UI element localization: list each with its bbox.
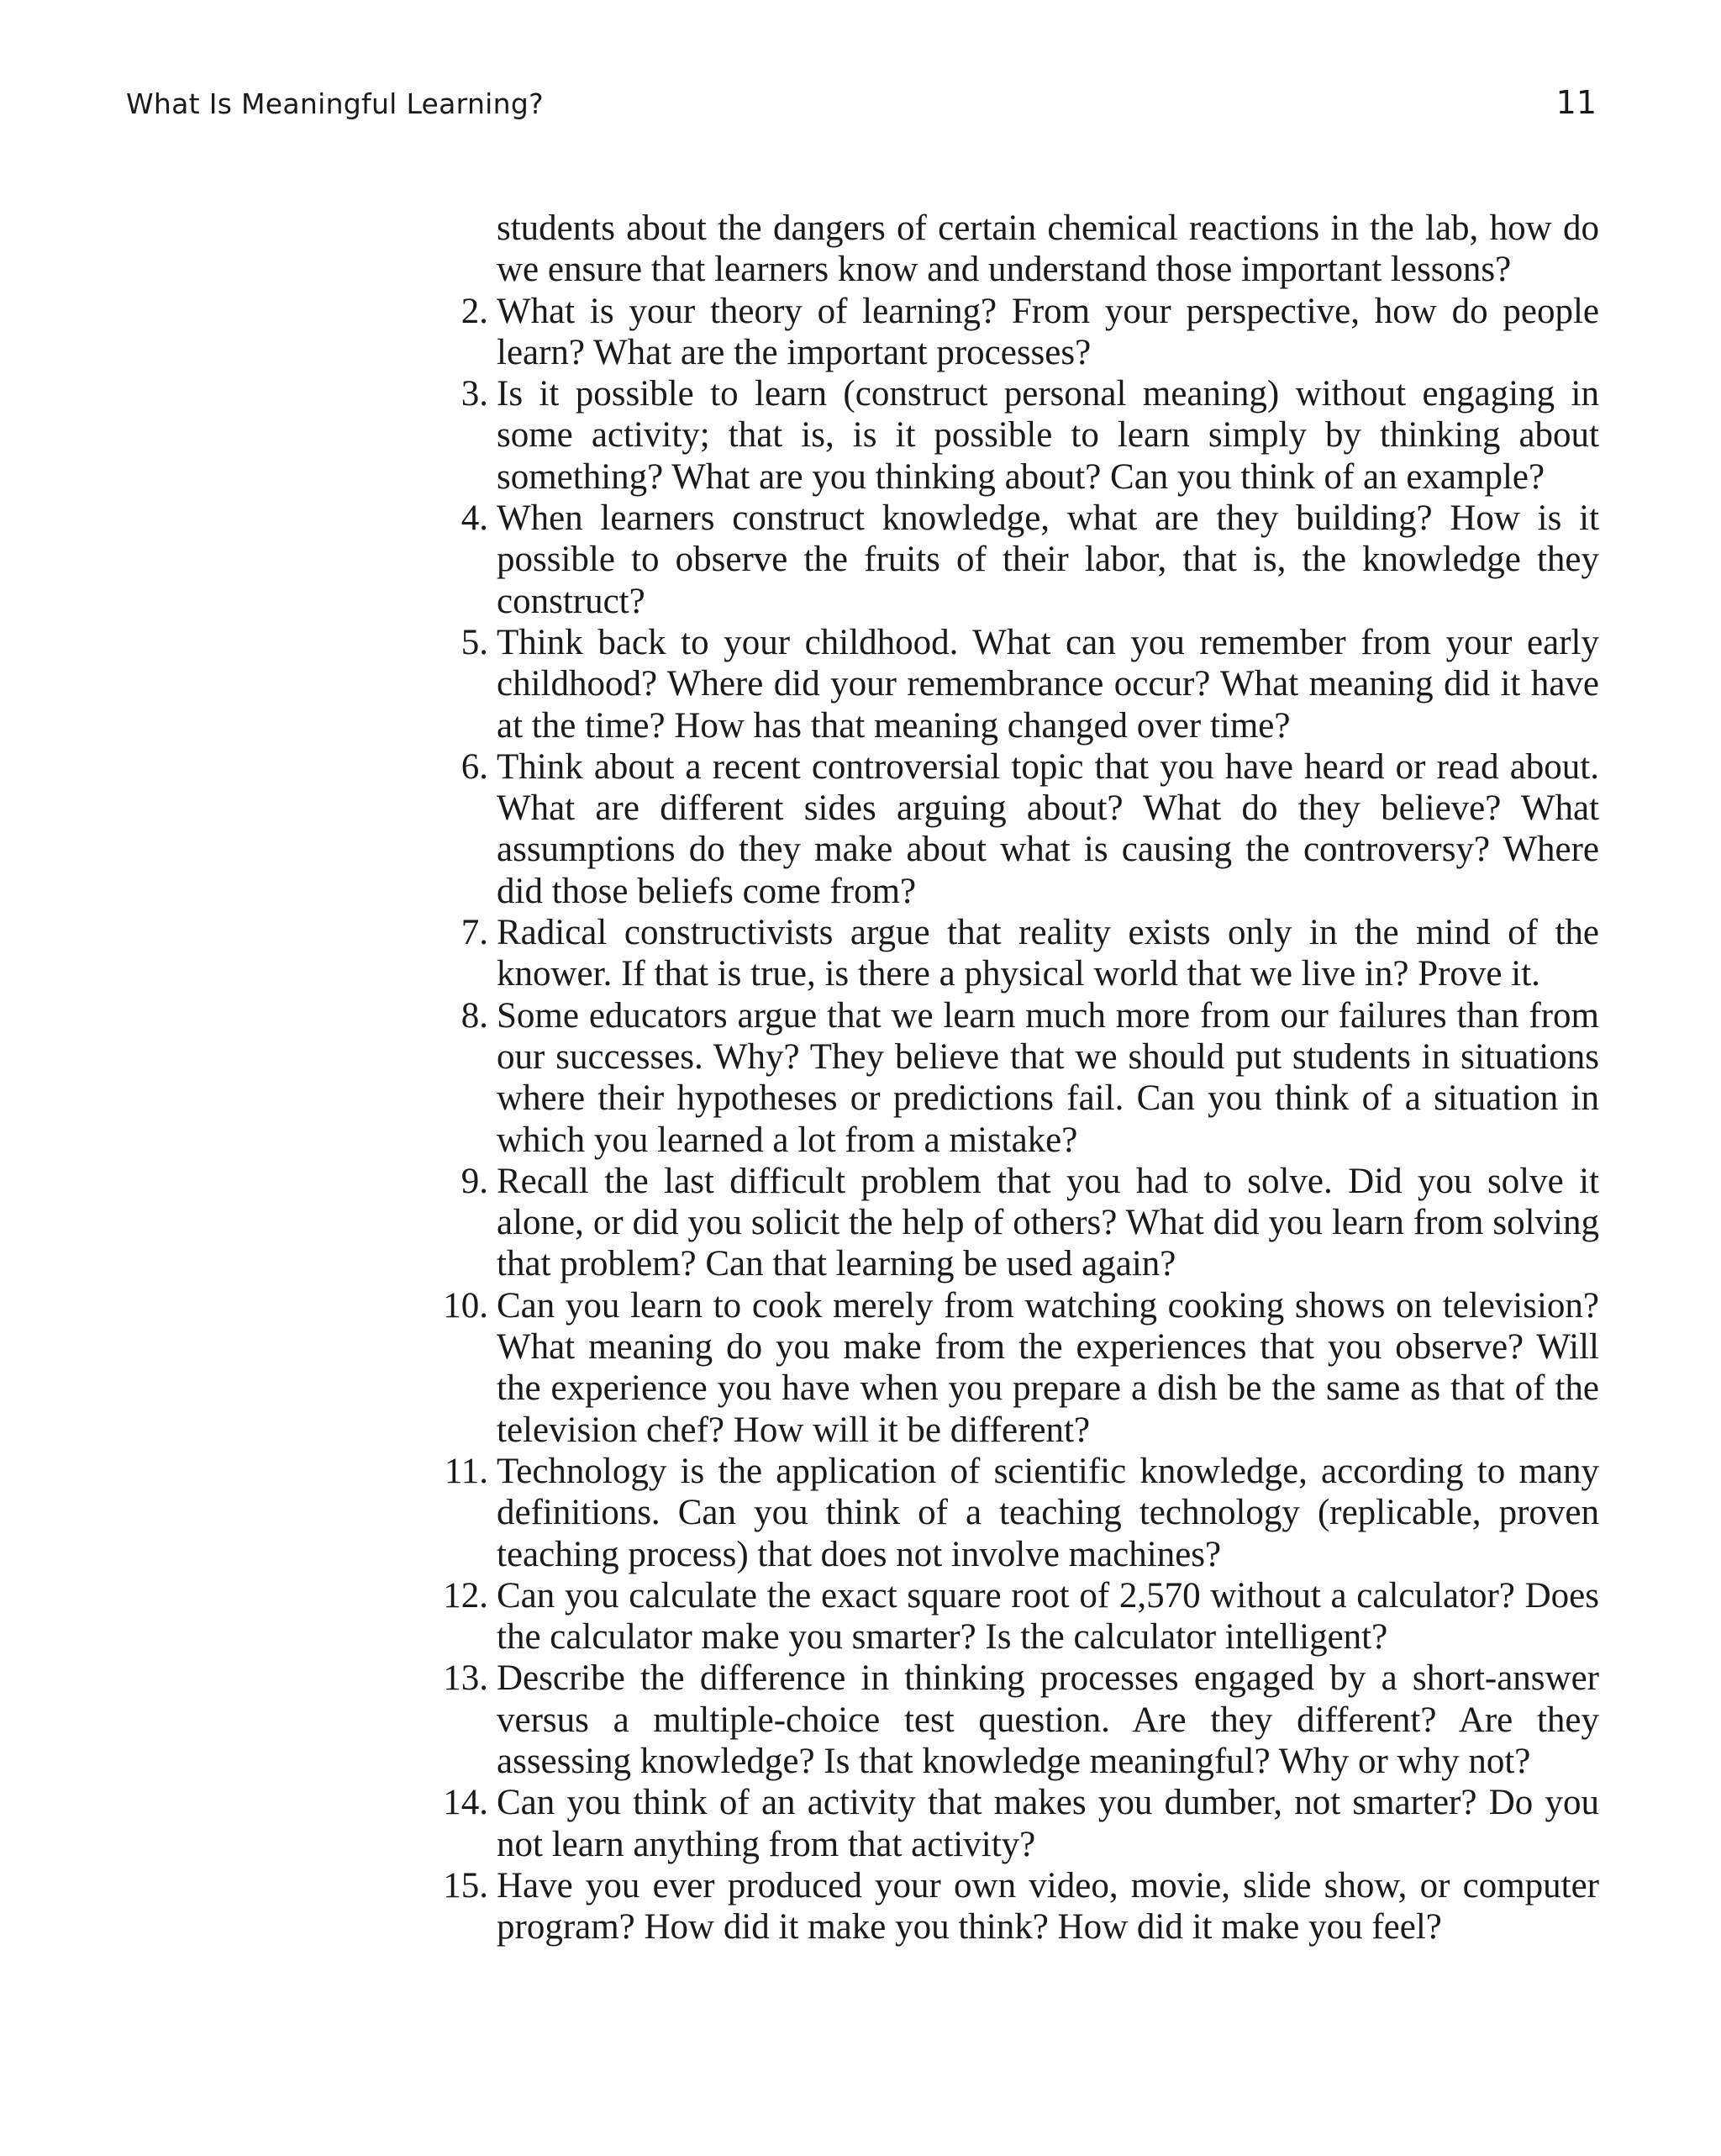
question-number: 14. [443, 1783, 488, 1823]
question-number: 15. [443, 1865, 488, 1906]
question-number: 8. [461, 995, 488, 1036]
question-text: Have you ever produced your own video, movie, slide show, or computer program? How did it make you think? How did it make you feel? [497, 1865, 1599, 1948]
question-text: What is your theory of learning? From your perspective, how do people learn? What are the important processes? [497, 291, 1599, 372]
question-text: Technology is the application of scientific knowledge, according to many definitions. Can you think of a teaching technology (replicable, proven teaching process) that does not involve machines? [497, 1451, 1599, 1574]
question-text: Can you learn to cook merely from watching cooking shows on television? What meaning do you make from the experiences that you observe? Will the experience you have when you prepare a dish be the same as that of the television chef? How will it be different? [497, 1285, 1599, 1450]
question-number: 5. [461, 622, 488, 662]
question-text: Can you think of an activity that makes you dumber, not smarter? Do you not learn anything from that activity? [497, 1783, 1599, 1864]
question-text: Think back to your childhood. What can you remember from your early childhood? Where did your remembrance occur? What meaning did it have at the time? How has that meaning changed over time? [497, 622, 1599, 746]
question-text: Can you calculate the exact square root of 2,570 without a calculator? Does the calculator make you smarter? Is the calculator intelligent? [497, 1575, 1599, 1658]
question-item [423, 291, 1599, 374]
question-item [423, 1658, 1599, 1782]
question-item [423, 1782, 1599, 1865]
page-body [423, 208, 1599, 1948]
question-text: When learners construct knowledge, what are they building? How is it possible to observe the fruits of their labor, that is, the knowledge they construct? [497, 498, 1599, 621]
question-item [423, 995, 1599, 1161]
question-number: 3. [461, 374, 488, 414]
running-head: What Is Meaningful Learning? [126, 87, 544, 120]
question-number: 10. [443, 1285, 488, 1326]
question-item [423, 622, 1599, 746]
question-number: 9. [461, 1161, 488, 1201]
question-item [423, 498, 1599, 622]
question-item [423, 373, 1599, 498]
question-item [423, 1575, 1599, 1658]
question-item [423, 1451, 1599, 1575]
question-text: Is it possible to learn (construct personal meaning) without engaging in some activity; that is, is it possible to learn simply by thinking about something? What are you thinking about? Can you think of an example? [497, 374, 1599, 497]
question-text: Think about a recent controversial topic that you have heard or read about. What are different sides arguing about? What do they believe? What assumptions do they make about what is causing the controversy? Where did those beliefs come from? [497, 746, 1599, 911]
question-list [423, 291, 1599, 1948]
question-number: 12. [443, 1575, 488, 1616]
question-text: Describe the difference in thinking processes engaged by a short-answer versus a multiple-choice test question. Are they different? Are they assessing knowledge? Is that knowledge meaningful? Why or why not? [497, 1658, 1599, 1781]
question-number: 6. [461, 746, 488, 787]
question-item [423, 1161, 1599, 1285]
question-number: 7. [461, 913, 488, 953]
question-number: 11. [444, 1451, 488, 1491]
question-number: 13. [443, 1658, 488, 1699]
continued-paragraph: students about the dangers of certain chemical reactions in the lab, how do we ensure that learners know and understand those important lessons? [497, 208, 1599, 290]
question-item [423, 746, 1599, 912]
question-item [423, 1285, 1599, 1451]
page-number: 11 [1555, 84, 1597, 121]
question-number: 2. [461, 291, 488, 331]
question-item [423, 912, 1599, 995]
question-item [423, 1865, 1599, 1948]
question-text: Some educators argue that we learn much more from our failures than from our successes. Why? They believe that we should put students in situations where their hypotheses or predictions fail. Can you think of a situation in which you learned a lot from a mistake? [497, 995, 1599, 1160]
question-number: 4. [461, 498, 488, 539]
question-text: Radical constructivists argue that reality exists only in the mind of the knower. If that is true, is there a physical world that we live in? Prove it. [497, 913, 1599, 994]
question-text: Recall the last difficult problem that you had to solve. Did you solve it alone, or did you solicit the help of others? What did you learn from solving that problem? Can that learning be used again? [497, 1161, 1599, 1284]
